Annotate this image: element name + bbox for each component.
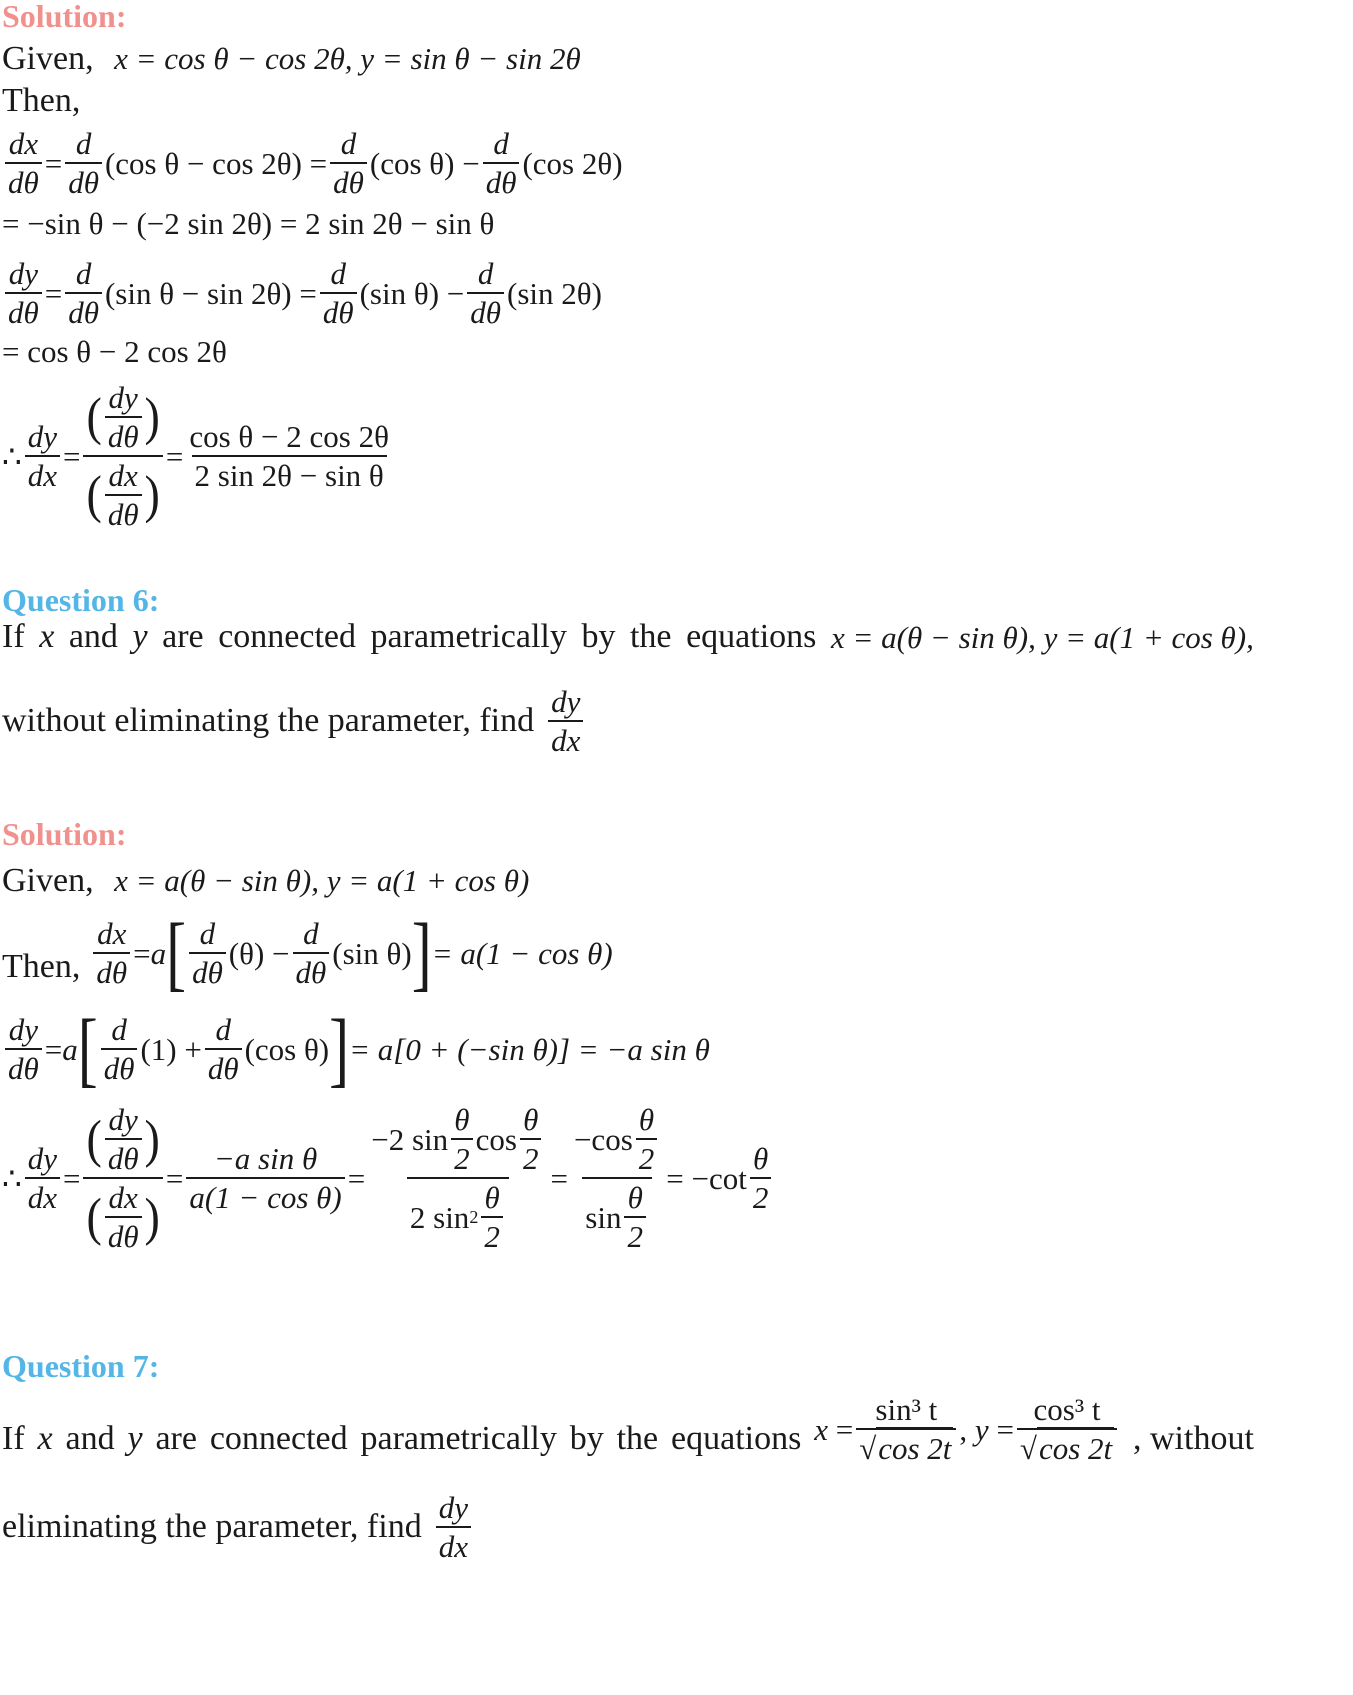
solution-heading: Solution:	[2, 0, 127, 34]
question-7-text-line1: If x and y are connected parametrically by the equations x = $\frac{\text{sin³ t}}{√\cos 2t}$ , y = $\frac{\text{cos³ t}}{√\cos 2t}$ , without	[2, 1392, 1254, 1466]
dx-expand: (cos θ − cos 2θ) =	[104, 145, 328, 181]
solution-heading: Solution:	[2, 816, 127, 852]
final-denominator: 2 sin 2θ − sin θ	[192, 455, 387, 491]
question-7-heading: Question 7:	[2, 1348, 160, 1384]
question-6-equation: x = a(θ − sin θ), y = a(1 + cos θ),	[830, 619, 1254, 655]
dy-dtheta-equation: $\frac{dy}{d\theta}$ = $\frac{d}{d\theta}$ (sin θ − sin 2θ) = $\frac{d}{d\theta}$ (sin θ) − $\frac{d}{d\theta}$ (sin 2θ)	[2, 258, 602, 328]
question-6-heading: Question 6:	[2, 582, 160, 618]
dx-result: = −sin θ − (−2 sin 2θ) = 2 sin 2θ − sin θ	[2, 206, 495, 241]
final-numerator: cos θ − 2 cos 2θ	[189, 419, 389, 454]
dy-dx-final: ∴ $\frac{dy}{dx}$ = ( $\frac{dy}{d\theta}$ ) ( $\frac{dx}{d\theta}$ ) = $\frac{\text{cos θ − 2 cos 2θ}}{\text{2 sin 2θ − sin θ}}$	[2, 382, 395, 530]
given-line: Given, x = a(θ − sin θ), y = a(1 + cos θ)	[2, 862, 530, 899]
question-6-text-line1: If x and y are connected parametrically by the equations x = a(θ − sin θ), y = a(1 + cos θ),	[2, 618, 1254, 655]
given-line	[2, 42, 581, 76]
dy-dtheta-equation: $\frac{dy}{d\theta}$ = a [ $\frac{d}{d\theta}$ (1) + $\frac{d}{d\theta}$ (cos θ) ] = a[0 + (−sin θ)] = −a sin θ	[2, 1014, 710, 1084]
question-6-text-line2: without eliminating the parameter, find $\frac{dy}{dx}$	[2, 686, 586, 756]
question-7-text-line2: eliminating the parameter, find $\frac{dy}{dx}$	[2, 1492, 474, 1562]
dx-result: = a(1 − cos θ)	[431, 935, 613, 971]
then-line: Then, $\frac{dx}{d\theta}$ = a [ $\frac{d}{d\theta}$ (θ) − $\frac{d}{d\theta}$ (sin θ) ] = a(1 − cos θ)	[2, 906, 613, 1000]
dx-dtheta-equation: $\frac{dx}{d\theta}$ = $\frac{d}{d\theta}$ (cos θ − cos 2θ) = $\frac{d}{d\theta}$ (cos θ) − $\frac{d}{d\theta}$ (cos 2θ)	[2, 128, 623, 198]
question-7-equation: x = $\frac{\text{sin³ t}}{√\cos 2t}$ , y = $\frac{\text{cos³ t}}{√\cos 2t}$	[814, 1394, 1120, 1464]
final-result: = −cot	[666, 1160, 747, 1196]
dy-result: = cos θ − 2 cos 2θ	[2, 334, 227, 369]
given-label: Given,	[2, 40, 94, 77]
dy-result: = a[0 + (−sin θ)] = −a sin θ	[349, 1031, 710, 1067]
then-label: Then,	[2, 82, 81, 119]
given-expression: x = cos θ − cos 2θ, y = sin θ − sin 2θ	[114, 41, 581, 76]
therefore-symbol: ∴	[2, 438, 22, 474]
dy-dx-final: ∴ $\frac{dy}{dx}$ = ( $\frac{dy}{d\theta}$ ) ( $\frac{dx}{d\theta}$ ) = $\frac{\text{−a sin θ}}{\text{a(1 − cos θ)}}$ = −2 sin $\frac{\theta}{2}$ cos $\frac{\theta}{2}$ 2 sin 2 $\frac{\theta}{2}$ = −cos $\frac{\theta}{2}$ sin $\frac{\theta}{2}$ = −cot $\frac{\theta}{2}$	[2, 1104, 774, 1252]
given-expression: x = a(θ − sin θ), y = a(1 + cos θ)	[114, 863, 530, 898]
